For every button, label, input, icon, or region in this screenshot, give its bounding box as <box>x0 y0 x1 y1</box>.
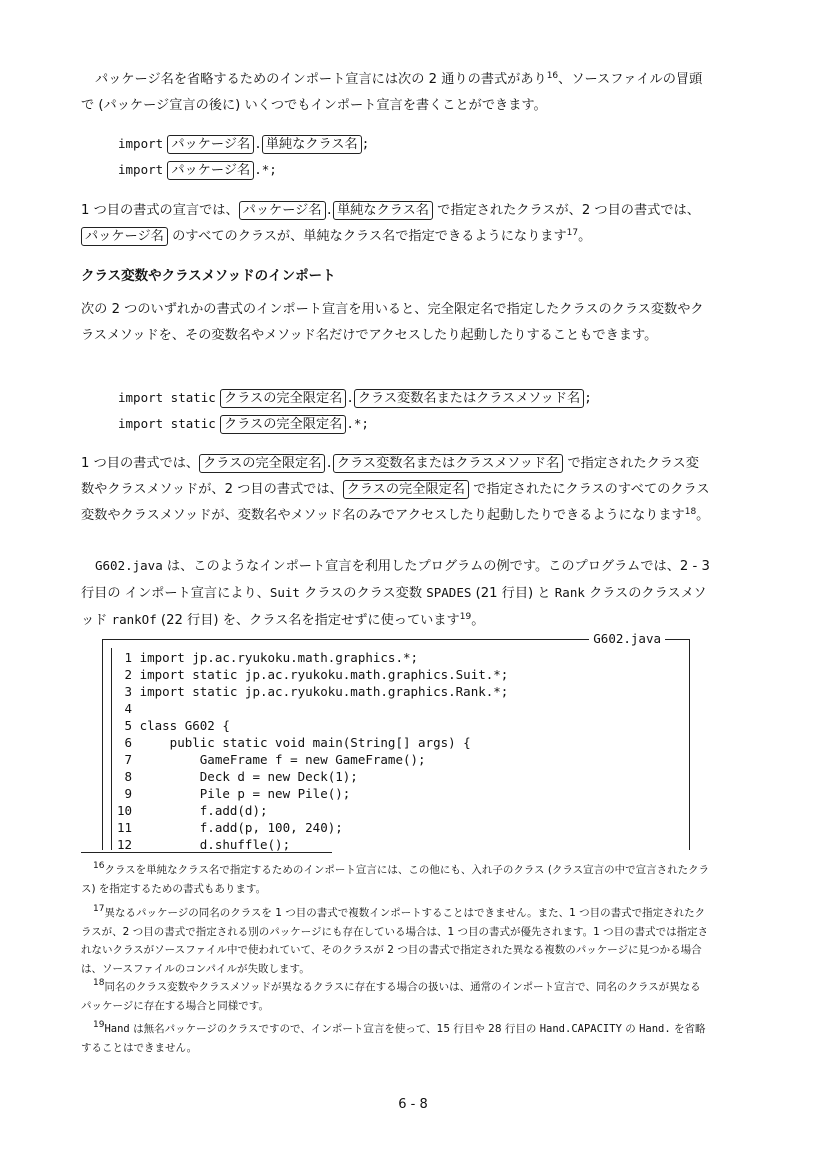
code-line: 11 f.add(p, 100, 240); <box>117 820 343 835</box>
listing-title: G602.java <box>589 630 665 648</box>
static-import-intro-paragraph: 次の 2 つのいずれかの書式のインポート宣言を用いると、完全限定名で指定したクラスのクラス変数やクラスメソッドを、その変数名やメソッド名だけでアクセスしたり起動したりすることもできます。 <box>81 302 704 343</box>
footnote-17 <box>81 904 711 978</box>
placeholder-box: クラスの完全限定名 <box>220 415 346 434</box>
text: で指定されたクラス変数やクラスメソッドが、2 つ目の書式では、 <box>81 456 699 497</box>
code-line: 6 public static void main(String[] args) { <box>117 735 471 750</box>
footnote-text: 異なるパッケージの同名のクラスを 1 つ目の書式で複数インポートすることはできません。また、1 つ目の書式で指定されたクラスが、2 つ目の書式で指定される別のパッケージにも存在している場合は、1 つ目の書式が優先されます。1 つ目の書式では指定されないクラスがソースファイル中で使われていて、そのクラスが 2 つ目の書式で指定された異なる複数のパッケージに見つかる場合は、ソースファイルのコンパイルが失敗します。 <box>81 907 709 975</box>
dot: . <box>325 455 333 470</box>
code-line: 2 import static jp.ac.ryukoku.math.graphics.Suit.*; <box>117 667 509 682</box>
import-syntax-wildcard <box>118 157 277 184</box>
footnote-text: クラスを単純なクラス名で指定するためのインポート宣言には、この他にも、入れ子のクラス (クラス宣言の中で宣言されたクラス) を指定するための書式もあります。 <box>81 864 710 895</box>
placeholder-box: クラス変数名またはクラスメソッド名 <box>333 454 563 473</box>
text: 1 つ目の書式では、 <box>81 456 200 471</box>
text: のすべてのクラスが、単純なクラス名で指定できるようになります <box>167 229 567 244</box>
footnote-text: は無名パッケージのクラスですので、インポート宣言を使って、15 行目や 28 行目の <box>129 1023 540 1035</box>
footnote-text: 同名のクラス変数やクラスメソッドが異なるクラスに存在する場合の扱いは、通常のインポート宣言で、同名のクラスが異なるパッケージに存在する場合と同様です。 <box>81 981 701 1012</box>
footnote-ref-19[interactable]: 19 <box>459 612 472 622</box>
intro-paragraph <box>81 67 711 119</box>
text: 。 <box>471 613 485 628</box>
placeholder-box: パッケージ名 <box>239 201 326 220</box>
code-line: 3 import static jp.ac.ryukoku.math.graphics.Rank.*; <box>117 684 509 699</box>
inline-code: Hand. <box>639 1023 671 1035</box>
code-line: 7 GameFrame f = new GameFrame(); <box>117 752 426 767</box>
placeholder-box: クラスの完全限定名 <box>343 480 469 499</box>
text: で指定されたにクラスのすべてのクラス変数やクラスメソッドが、変数名やメソッド名のみでアクセスしたり起動したりできるようになります <box>81 482 710 523</box>
dot: . <box>325 202 334 217</box>
import-syntax-single <box>118 131 369 158</box>
footnote-text: の <box>621 1023 640 1035</box>
footnote-16 <box>81 861 711 898</box>
footnote-number: 16 <box>93 861 105 871</box>
inline-code: Suit <box>269 585 300 600</box>
footnote-number: 19 <box>93 1020 105 1030</box>
semicolon: ; <box>361 136 370 151</box>
text: 。 <box>578 229 592 244</box>
inline-code: G602.java <box>95 558 163 573</box>
code-line: 1 import jp.ac.ryukoku.math.graphics.*; <box>117 650 419 665</box>
keyword: import <box>118 136 164 151</box>
placeholder-box: パッケージ名 <box>167 161 254 180</box>
text: (22 行目) を、クラス名を指定せずに使っています <box>156 613 460 628</box>
text: 1 つ目の書式の宣言では、 <box>81 203 239 218</box>
import-static-syntax-single <box>118 385 592 412</box>
footnote-18 <box>81 978 711 1015</box>
page-number: 6 - 8 <box>398 1097 428 1112</box>
import-static-syntax-wildcard <box>118 411 369 438</box>
text: 、ソースファイルの冒頭で (パッケージ宣言の後に) いくつでもインポート宣言を書くことができます。 <box>81 72 703 113</box>
placeholder-box: パッケージ名 <box>167 135 254 154</box>
placeholder-box: クラスの完全限定名 <box>199 454 325 473</box>
footnote-19 <box>81 1020 711 1057</box>
wildcard-suffix: .*; <box>346 416 369 431</box>
text: は、このようなインポート宣言を利用したプログラムの例です。このプログラムでは、2 - 3 行目の インポート宣言により、 <box>81 559 710 601</box>
text: クラスのクラスメソッド <box>81 586 707 628</box>
text: パッケージ名を省略するためのインポート宣言には次の 2 通りの書式があり <box>95 72 547 87</box>
listing-inner-rule <box>111 648 112 850</box>
text: クラスのクラス変数 <box>299 586 427 601</box>
inline-code: rankOf <box>111 612 157 627</box>
footnote-rule <box>81 852 332 853</box>
inline-code: Hand.CAPACITY <box>539 1023 622 1035</box>
code-line: 10 f.add(d); <box>117 803 268 818</box>
wildcard-suffix: .*; <box>254 162 277 177</box>
keyword: import static <box>118 390 216 405</box>
footnote-text: を省略することはできません。 <box>81 1023 706 1054</box>
dot: . <box>254 136 262 151</box>
placeholder-box: 単純なクラス名 <box>333 201 433 220</box>
text: で指定されたクラスが、2 つ目の書式では、 <box>432 203 700 218</box>
inline-code: Rank <box>554 585 585 600</box>
section-heading: クラス変数やクラスメソッドのインポート <box>81 268 336 284</box>
code-line: 9 Pile p = new Pile(); <box>117 786 351 801</box>
footnote-ref-16[interactable]: 16 <box>546 71 559 81</box>
code-line: 4 <box>117 701 133 716</box>
semicolon: ; <box>584 390 592 405</box>
static-import-explanation-paragraph <box>81 450 711 529</box>
code-listing <box>102 631 690 852</box>
placeholder-box: クラスの完全限定名 <box>220 389 346 408</box>
text: 。 <box>696 508 710 523</box>
placeholder-box: クラス変数名またはクラスメソッド名 <box>354 389 584 408</box>
inline-code: Hand <box>104 1023 130 1035</box>
keyword: import <box>118 162 164 177</box>
placeholder-box: 単純なクラス名 <box>262 135 362 154</box>
footnote-number: 17 <box>93 904 105 914</box>
dot: . <box>346 390 354 405</box>
code-line: 5 class G602 { <box>117 718 230 733</box>
placeholder-box: パッケージ名 <box>81 227 168 246</box>
code-line: 12 d.shuffle(); <box>117 837 291 852</box>
import-explanation-paragraph <box>81 197 711 250</box>
example-paragraph <box>81 553 711 634</box>
footnote-number: 18 <box>93 978 105 988</box>
text: (21 行目) と <box>471 586 555 601</box>
keyword: import static <box>118 416 216 431</box>
inline-code: SPADES <box>426 585 472 600</box>
footnote-ref-18[interactable]: 18 <box>684 507 697 517</box>
footnote-ref-17[interactable]: 17 <box>566 228 579 238</box>
code-line: 8 Deck d = new Deck(1); <box>117 769 358 784</box>
